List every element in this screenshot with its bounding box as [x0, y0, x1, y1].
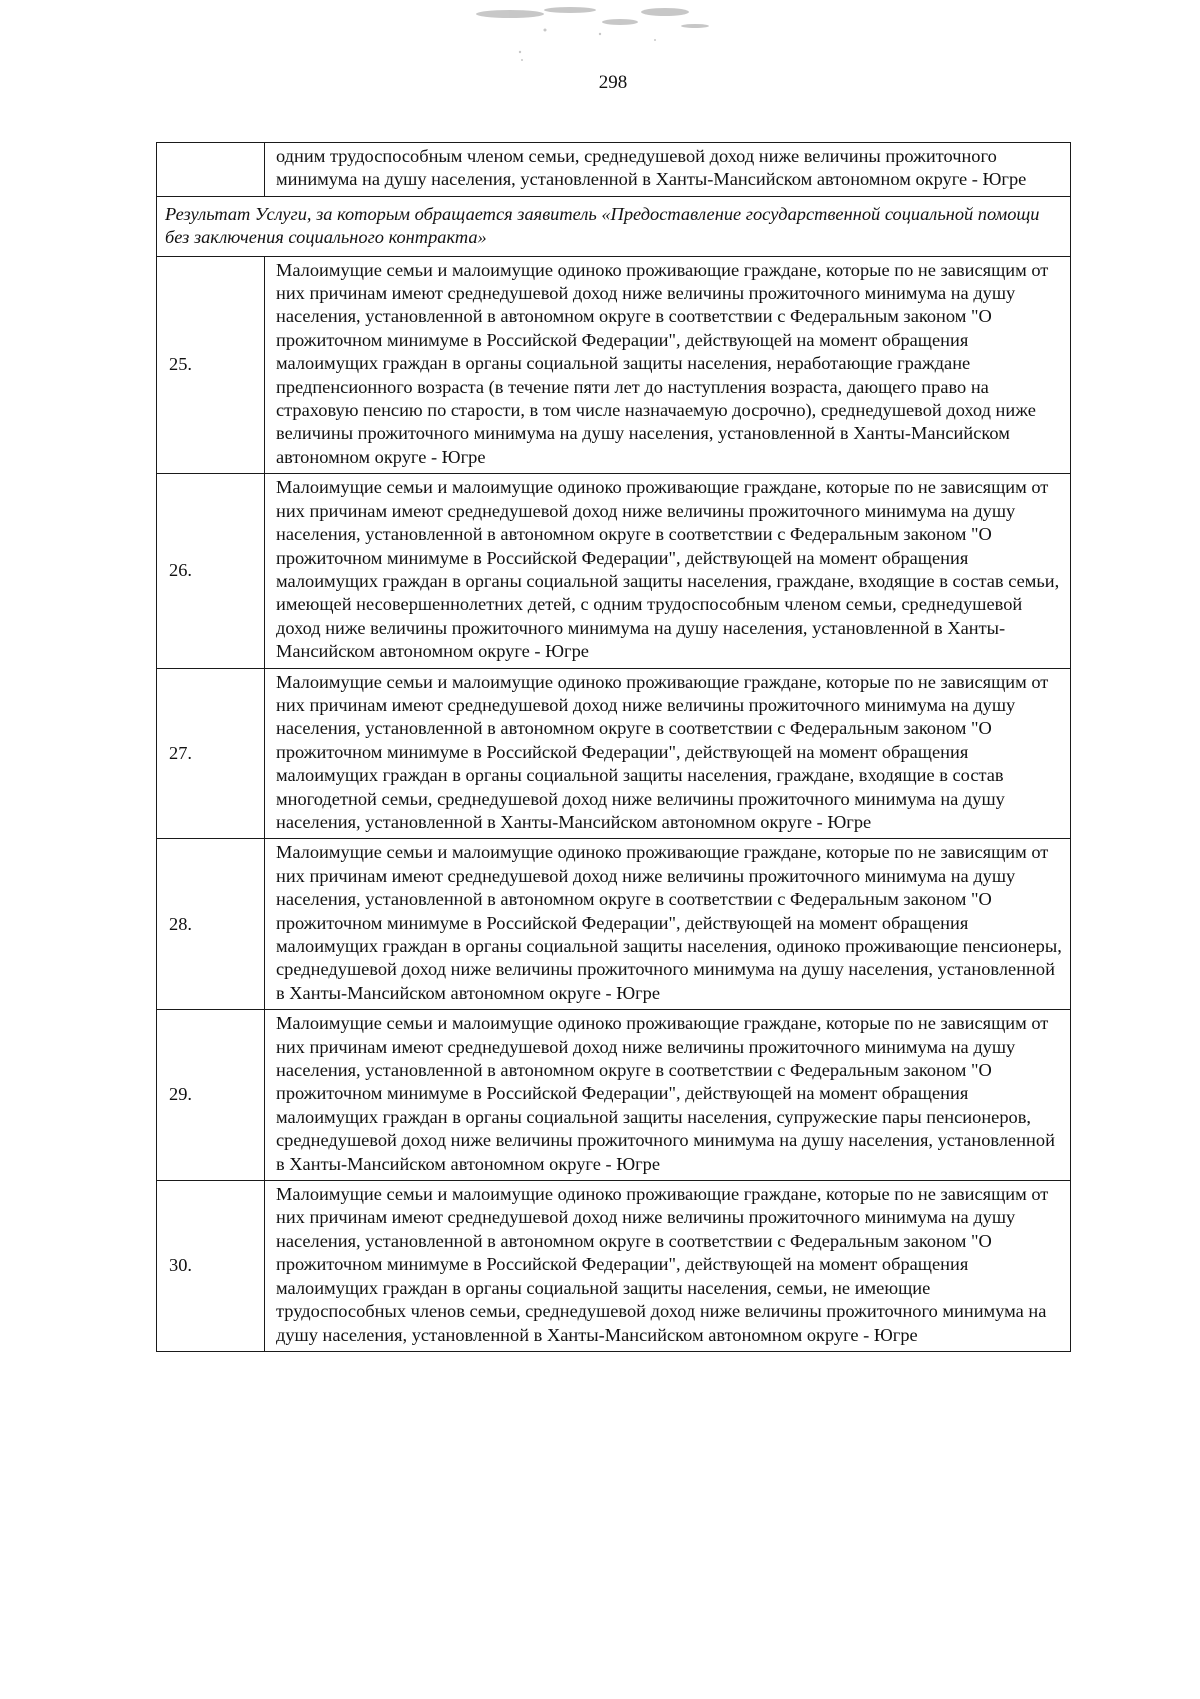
- table-row-section-heading: [157, 196, 1071, 256]
- section-heading: Результат Услуги, за которым обращается заявитель «Предоставление государственной социальной помощи без заключения социального контракта»: [157, 196, 1071, 256]
- continuation-text-cell: одним трудоспособным членом семьи, среднедушевой доход ниже величины прожиточного минимума на душу населения, установленной в Ханты-Мансийском автономном округе - Югре: [265, 143, 1071, 197]
- table-row: [157, 256, 1071, 474]
- row-number: 28.: [157, 839, 265, 1010]
- row-number: 29.: [157, 1010, 265, 1181]
- row-number-cell: [157, 143, 265, 197]
- table-row: [157, 668, 1071, 839]
- row-number: 26.: [157, 474, 265, 668]
- table-row: [157, 1181, 1071, 1352]
- table-row: [157, 839, 1071, 1010]
- scan-noise-mark: [450, 0, 780, 80]
- row-number: 27.: [157, 668, 265, 839]
- row-text: Малоимущие семьи и малоимущие одиноко проживающие граждане, которые по не зависящим от них причинам имеют среднедушевой доход ниже величины прожиточного минимума на душу населения, установленной в автономном округе в соответствии с Федеральным законом "О прожиточном минимуме в Российской Федерации", действующей на момент обращения малоимущих граждан в органы социальной защиты населения, неработающие граждане предпенсионного возраста (в течение пяти лет до наступления возраста, дающего право на страховую пенсию по старости, в том числе назначаемую досрочно), среднедушевой доход ниже величины прожиточного минимума на душу населения, установленной в Ханты-Мансийском автономном округе - Югре: [265, 256, 1071, 474]
- row-number: 30.: [157, 1181, 265, 1352]
- table-row-continuation: [157, 143, 1071, 197]
- row-text: Малоимущие семьи и малоимущие одиноко проживающие граждане, которые по не зависящим от них причинам имеют среднедушевой доход ниже величины прожиточного минимума на душу населения, установленной в автономном округе в соответствии с Федеральным законом "О прожиточном минимуме в Российской Федерации", действующей на момент обращения малоимущих граждан в органы социальной защиты населения, одиноко проживающие пенсионеры, среднедушевой доход ниже величины прожиточного минимума на душу населения, установленной в Ханты-Мансийском автономном округе - Югре: [265, 839, 1071, 1010]
- row-text: Малоимущие семьи и малоимущие одиноко проживающие граждане, которые по не зависящим от них причинам имеют среднедушевой доход ниже величины прожиточного минимума на душу населения, установленной в автономном округе в соответствии с Федеральным законом "О прожиточном минимуме в Российской Федерации", действующей на момент обращения малоимущих граждан в органы социальной защиты населения, граждане, входящие в состав семьи, имеющей несовершеннолетних детей, с одним трудоспособным членом семьи, среднедушевой доход ниже величины прожиточного минимума на душу населения, установленной в Ханты-Мансийском автономном округе - Югре: [265, 474, 1071, 668]
- document-table: [156, 142, 1071, 1352]
- row-text: Малоимущие семьи и малоимущие одиноко проживающие граждане, которые по не зависящим от них причинам имеют среднедушевой доход ниже величины прожиточного минимума на душу населения, установленной в автономном округе в соответствии с Федеральным законом "О прожиточном минимуме в Российской Федерации", действующей на момент обращения малоимущих граждан в органы социальной защиты населения, супружеские пары пенсионеров, среднедушевой доход ниже величины прожиточного минимума на душу населения, установленной в Ханты-Мансийском автономном округе - Югре: [265, 1010, 1071, 1181]
- row-number: 25.: [157, 256, 265, 474]
- row-text: Малоимущие семьи и малоимущие одиноко проживающие граждане, которые по не зависящим от них причинам имеют среднедушевой доход ниже величины прожиточного минимума на душу населения, установленной в автономном округе в соответствии с Федеральным законом "О прожиточном минимуме в Российской Федерации", действующей на момент обращения малоимущих граждан в органы социальной защиты населения, семьи, не имеющие трудоспособных членов семьи, среднедушевой доход ниже величины прожиточного минимума на душу населения, установленной в Ханты-Мансийском автономном округе - Югре: [265, 1181, 1071, 1352]
- page-number: 298: [598, 72, 628, 93]
- table-row: [157, 1010, 1071, 1181]
- table-row: [157, 474, 1071, 668]
- row-text: Малоимущие семьи и малоимущие одиноко проживающие граждане, которые по не зависящим от них причинам имеют среднедушевой доход ниже величины прожиточного минимума на душу населения, установленной в автономном округе в соответствии с Федеральным законом "О прожиточном минимуме в Российской Федерации", действующей на момент обращения малоимущих граждан в органы социальной защиты населения, граждане, входящие в состав многодетной семьи, среднедушевой доход ниже величины прожиточного минимума на душу населения, установленной в Ханты-Мансийском автономном округе - Югре: [265, 668, 1071, 839]
